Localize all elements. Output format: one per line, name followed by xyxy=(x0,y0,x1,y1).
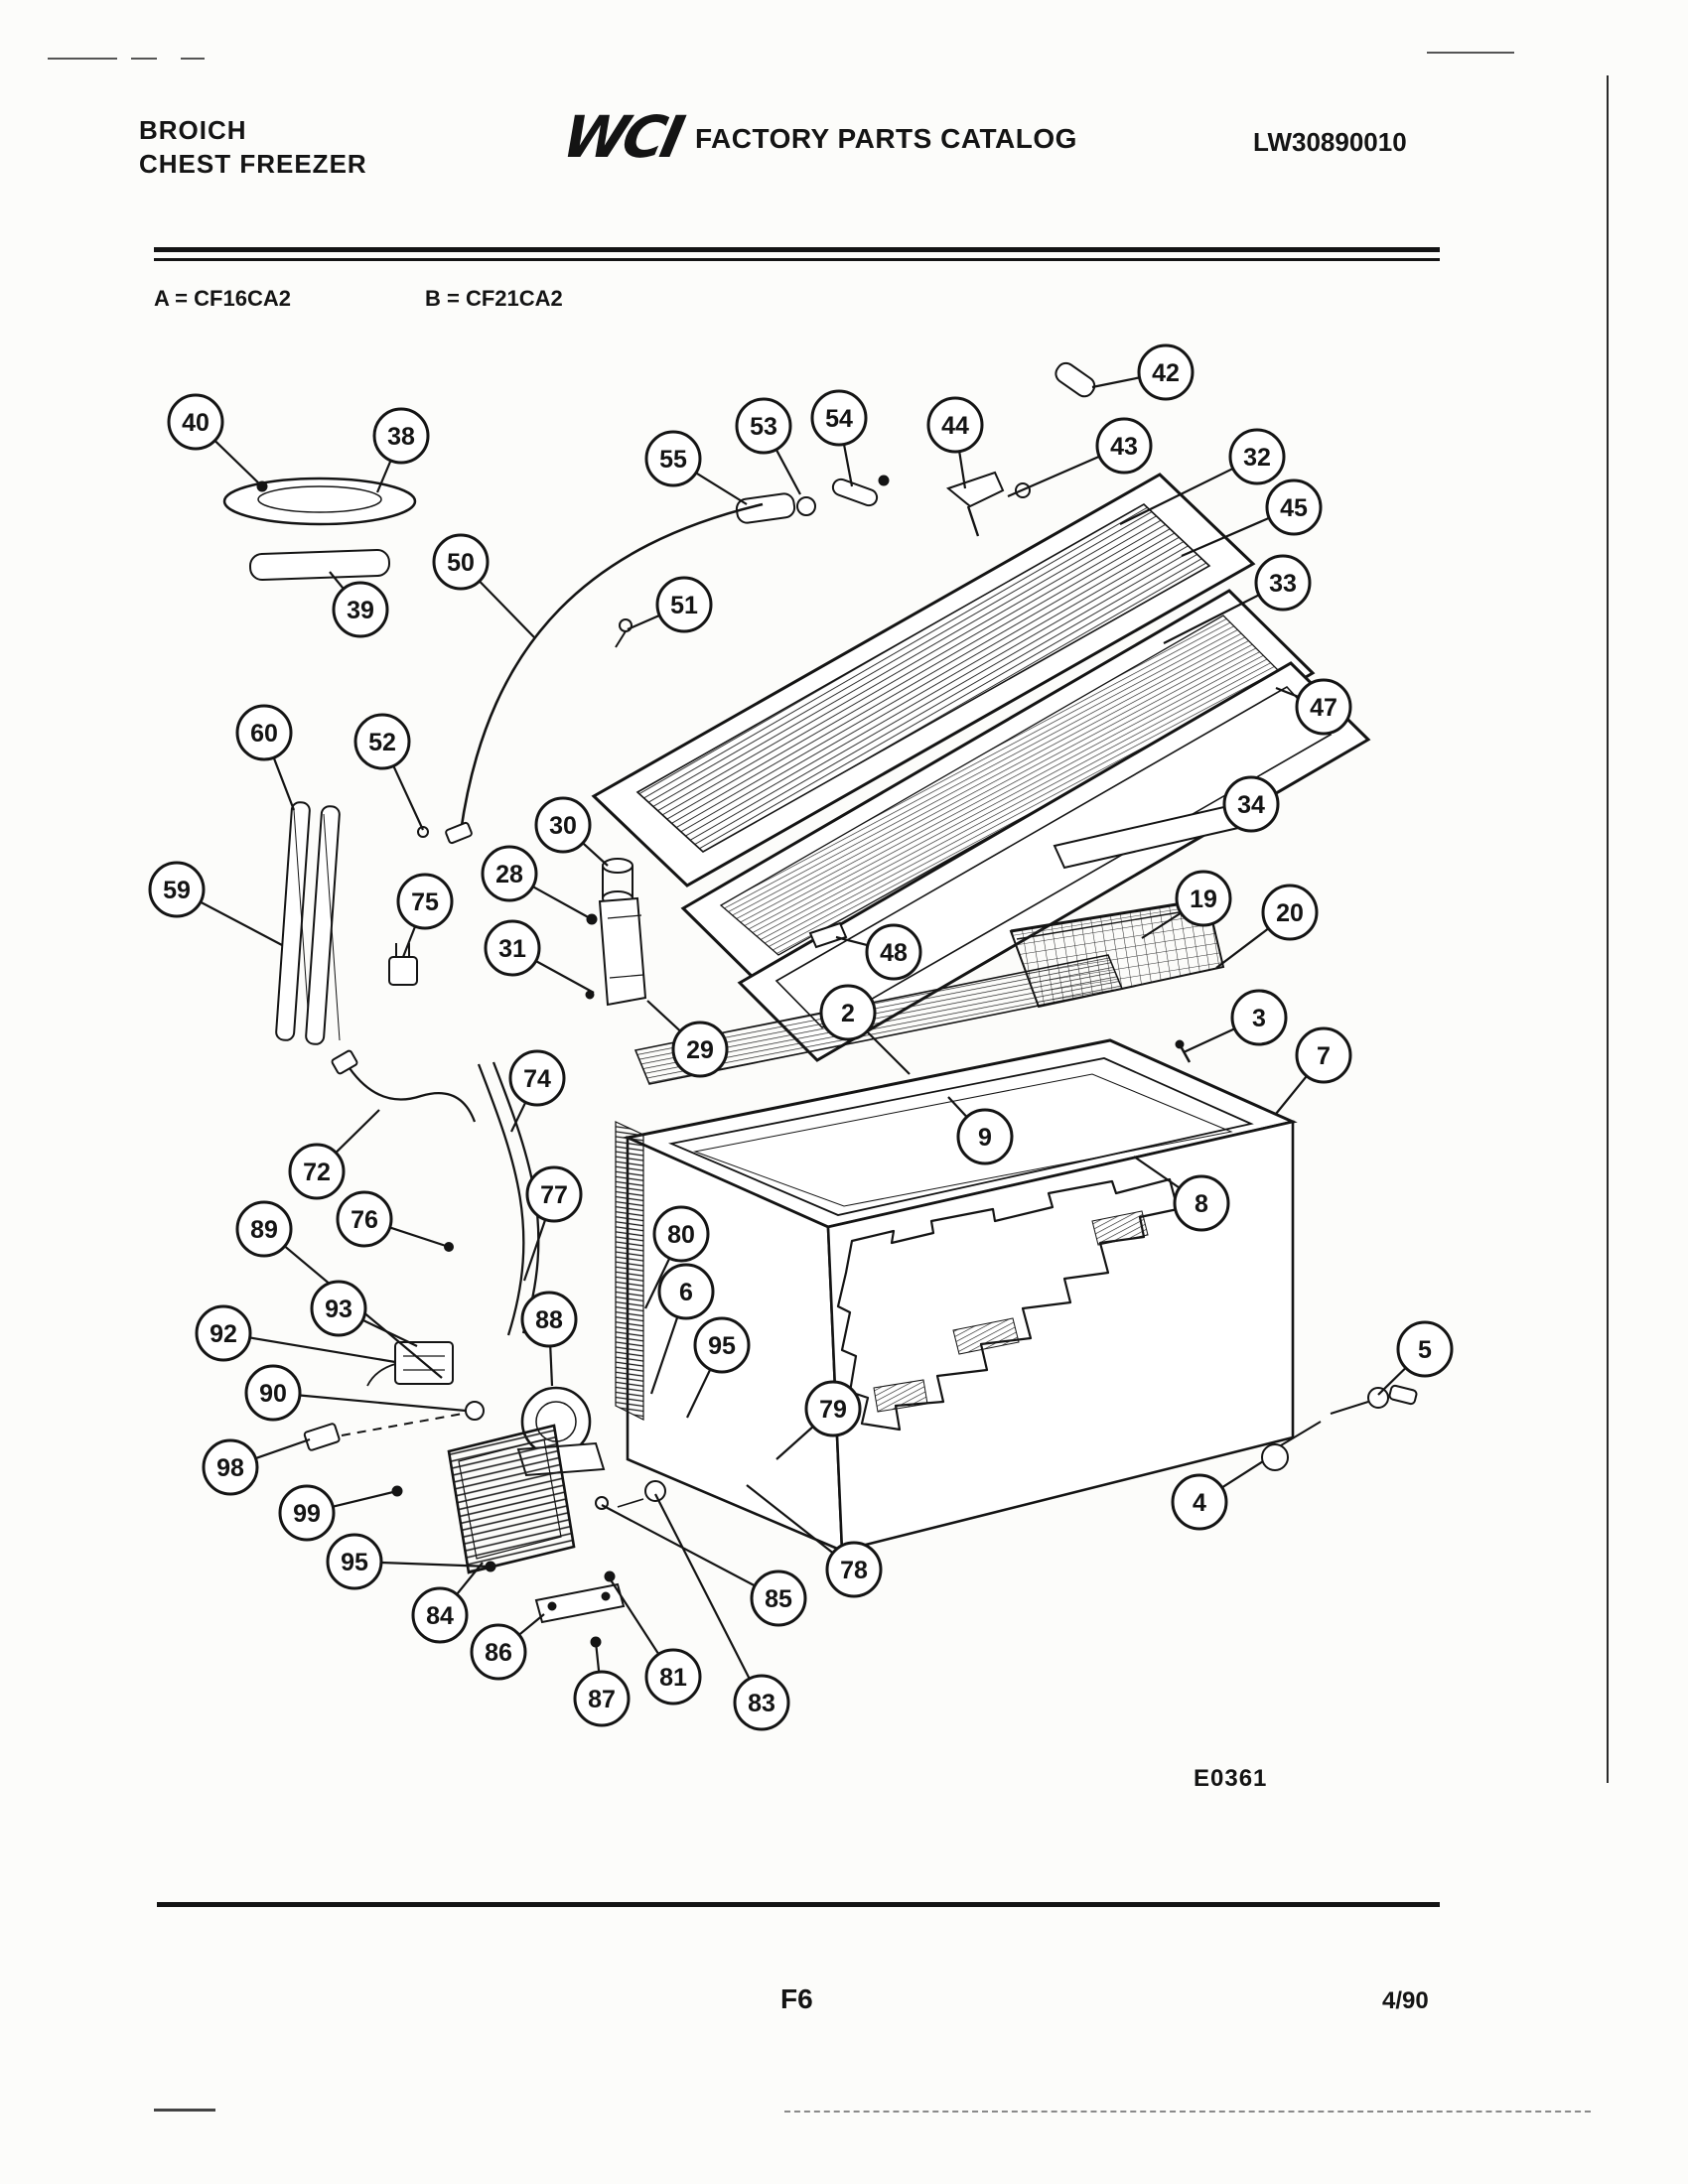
callout-number: 59 xyxy=(163,877,191,904)
callout-number: 5 xyxy=(1418,1336,1432,1364)
callout-number: 74 xyxy=(523,1065,551,1093)
callout-50 xyxy=(434,535,534,637)
callout-38 xyxy=(374,409,428,492)
callout-leader-line xyxy=(1092,377,1140,387)
service-cord xyxy=(331,1050,475,1122)
callout-number: 76 xyxy=(351,1206,378,1234)
callout-number: 9 xyxy=(978,1124,992,1152)
callout-leader-line xyxy=(519,1614,544,1635)
callout-leader-line xyxy=(214,441,262,486)
callout-number: 95 xyxy=(708,1332,736,1360)
callout-number: 87 xyxy=(588,1686,616,1713)
callout-number: 90 xyxy=(259,1380,287,1408)
callout-number: 31 xyxy=(498,935,526,963)
callout-leader-line xyxy=(536,961,594,993)
callout-42 xyxy=(1092,345,1193,399)
callout-number: 83 xyxy=(748,1690,775,1717)
callout-number: 33 xyxy=(1269,570,1297,598)
callout-number: 55 xyxy=(659,446,687,474)
callout-number: 75 xyxy=(411,888,439,916)
callout-number: 54 xyxy=(825,405,853,433)
callout-leader-line xyxy=(776,450,800,494)
callout-number: 98 xyxy=(216,1454,244,1482)
callout-number: 19 xyxy=(1190,886,1217,913)
brand-name: BROICH xyxy=(139,115,247,145)
power-plug xyxy=(389,943,417,985)
model-a-label: A = CF16CA2 xyxy=(154,286,291,311)
callout-number: 51 xyxy=(670,592,698,619)
callout-3 xyxy=(1184,991,1286,1052)
callout-number: 80 xyxy=(667,1221,695,1249)
callout-number: 38 xyxy=(387,423,415,451)
hinge-assembly xyxy=(586,859,645,1005)
callout-leader-line xyxy=(533,887,592,919)
brand-product: CHEST FREEZER xyxy=(139,149,367,179)
callout-number: 81 xyxy=(659,1664,687,1692)
callout-53 xyxy=(737,399,800,494)
callout-number: 93 xyxy=(325,1296,352,1323)
callout-number: 29 xyxy=(686,1036,714,1064)
callout-number: 7 xyxy=(1317,1042,1331,1070)
callout-leader-line xyxy=(602,1505,755,1585)
callout-31 xyxy=(486,921,594,993)
callout-leader-line xyxy=(1008,457,1099,496)
callout-number: 89 xyxy=(250,1216,278,1244)
callout-number: 72 xyxy=(303,1159,331,1186)
callout-leader-line xyxy=(1222,1461,1263,1487)
callout-leader-line xyxy=(696,473,747,504)
callout-leader-line xyxy=(610,1578,658,1654)
callout-leader-line xyxy=(300,1395,466,1411)
callout-leader-line xyxy=(362,1320,417,1346)
callout-44 xyxy=(928,398,982,488)
callout-leader-line xyxy=(1184,1028,1234,1052)
callout-leader-line xyxy=(393,766,423,830)
callout-number: 6 xyxy=(679,1279,693,1306)
callout-number: 34 xyxy=(1237,791,1265,819)
callout-87 xyxy=(575,1642,629,1725)
callout-number: 79 xyxy=(819,1396,847,1424)
drain-spout-parts xyxy=(736,359,1098,536)
callout-leader-line xyxy=(390,1227,449,1247)
callout-number: 8 xyxy=(1195,1190,1208,1218)
callout-28 xyxy=(483,847,592,919)
callout-number: 84 xyxy=(426,1602,454,1630)
callout-leader-line xyxy=(480,581,534,637)
callout-number: 52 xyxy=(368,729,396,756)
callout-number: 28 xyxy=(495,861,523,888)
callout-leader-line xyxy=(628,615,659,629)
evaporator-coil xyxy=(616,1122,643,1420)
relay-box xyxy=(367,1342,453,1386)
model-b-label: B = CF21CA2 xyxy=(425,286,563,311)
footer-rule xyxy=(157,1902,1440,1907)
callout-86 xyxy=(472,1614,544,1679)
callout-number: 53 xyxy=(750,413,777,441)
callout-43 xyxy=(1008,419,1151,496)
callout-number: 40 xyxy=(182,409,210,437)
callout-52 xyxy=(355,715,423,830)
callout-number: 92 xyxy=(210,1320,237,1348)
callout-number: 50 xyxy=(447,549,475,577)
callout-number: 30 xyxy=(549,812,577,840)
callout-30 xyxy=(536,798,608,866)
callout-leader-line xyxy=(336,1110,379,1153)
callout-number: 99 xyxy=(293,1500,321,1528)
callout-72 xyxy=(290,1110,379,1198)
callout-number: 3 xyxy=(1252,1005,1266,1032)
callout-leader-line xyxy=(583,843,608,866)
callout-93 xyxy=(312,1282,417,1346)
callout-number: 32 xyxy=(1243,444,1271,472)
callout-60 xyxy=(237,706,294,810)
callout-number: 60 xyxy=(250,720,278,748)
hinge-cover-plate xyxy=(224,478,415,580)
callout-leader-line xyxy=(333,1491,397,1507)
mounting-bracket xyxy=(536,1571,624,1647)
callout-88 xyxy=(522,1293,576,1386)
callout-leader-line xyxy=(255,1439,310,1458)
wci-logo: WCI xyxy=(556,103,687,171)
callout-75 xyxy=(398,875,452,957)
callout-leader-line xyxy=(1216,928,1268,968)
callout-7 xyxy=(1276,1028,1350,1114)
callout-number: 2 xyxy=(841,1000,855,1027)
callout-number: 42 xyxy=(1152,359,1180,387)
callout-number: 43 xyxy=(1110,433,1138,461)
callout-number: 86 xyxy=(485,1639,512,1667)
callout-59 xyxy=(150,863,282,945)
callout-number: 4 xyxy=(1193,1489,1206,1517)
callout-number: 88 xyxy=(535,1306,563,1334)
callout-number: 48 xyxy=(880,939,908,967)
callout-number: 45 xyxy=(1280,494,1308,522)
callout-number: 78 xyxy=(840,1557,868,1584)
callout-40 xyxy=(169,395,262,486)
callout-77 xyxy=(524,1167,581,1281)
callout-leader-line xyxy=(524,1220,545,1281)
callout-leader-line xyxy=(250,1337,395,1362)
callout-leader-line xyxy=(274,757,294,810)
side-trim-strips xyxy=(276,802,341,1045)
callout-number: 44 xyxy=(941,412,969,440)
callout-leader-line xyxy=(550,1346,552,1386)
callout-number: 47 xyxy=(1310,694,1337,722)
callout-number: 77 xyxy=(540,1181,568,1209)
callout-number: 85 xyxy=(765,1585,792,1613)
callout-74 xyxy=(510,1051,564,1132)
callout-number: 39 xyxy=(347,597,374,624)
diagram-code: E0361 xyxy=(1194,1765,1268,1792)
callout-leader-line xyxy=(201,902,282,945)
callout-leader-line xyxy=(867,1031,910,1074)
callout-98 xyxy=(204,1439,310,1494)
document-number: LW30890010 xyxy=(1253,127,1407,157)
callout-5 xyxy=(1378,1322,1452,1395)
callout-number: 20 xyxy=(1276,899,1304,927)
issue-date: 4/90 xyxy=(1382,1987,1429,2014)
callout-76 xyxy=(338,1192,449,1247)
callout-4 xyxy=(1173,1461,1263,1529)
callout-55 xyxy=(646,432,747,504)
callout-leader-line xyxy=(647,1001,680,1031)
callout-84 xyxy=(413,1563,483,1642)
page-code: F6 xyxy=(780,1983,813,2014)
catalog-title: FACTORY PARTS CATALOG xyxy=(695,123,1077,154)
callout-51 xyxy=(628,578,711,631)
vent-grille xyxy=(449,1426,574,1572)
callout-number: 95 xyxy=(341,1549,368,1576)
callout-34 xyxy=(1224,777,1278,831)
callout-39 xyxy=(330,572,387,636)
callout-54 xyxy=(812,391,866,486)
callout-99 xyxy=(280,1486,397,1540)
callout-leader-line xyxy=(1276,1076,1307,1114)
